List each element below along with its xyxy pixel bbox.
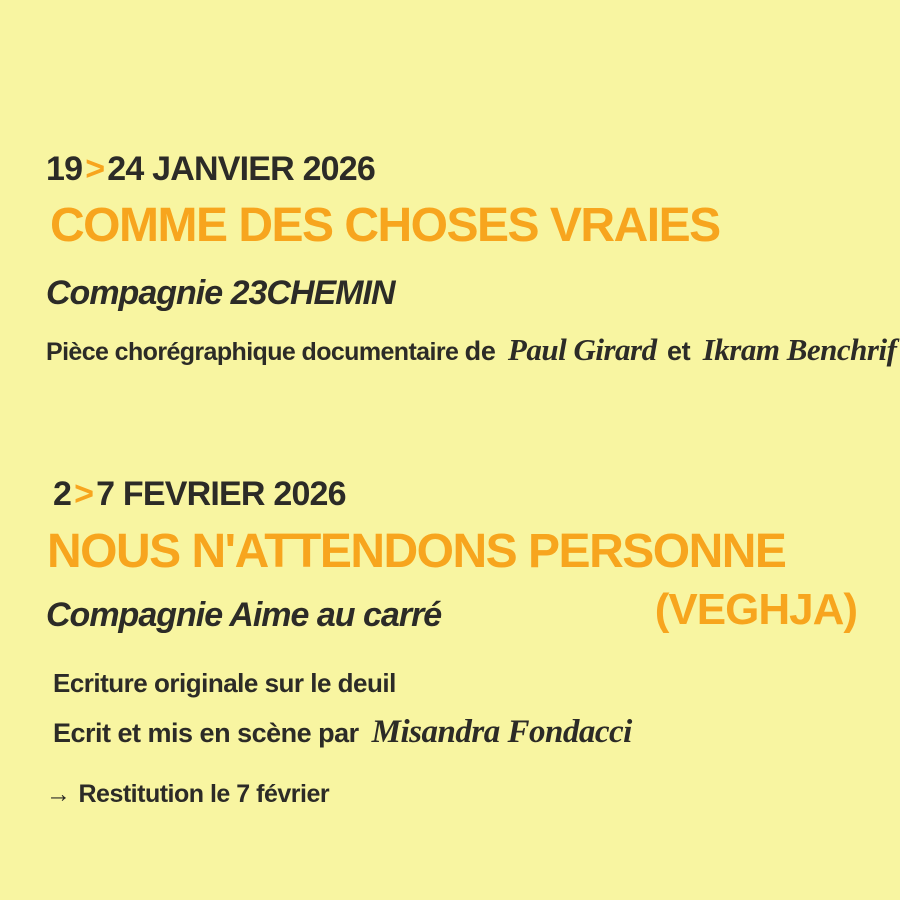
date-range-arrow-icon: >: [85, 150, 105, 188]
event2-title: NOUS N'ATTENDONS PERSONNE: [47, 525, 786, 578]
event1-title: COMME DES CHOSES VRAIES: [50, 199, 720, 252]
event2-author: Misandra Fondacci: [371, 714, 632, 750]
event2-note-text: Restitution le 7 février: [78, 780, 330, 808]
event2-credit-prefix: Ecrit et mis en scène par: [53, 718, 359, 748]
event1-date-end: 24 JANVIER 2026: [107, 150, 376, 188]
event1-connector-de: de: [464, 336, 496, 366]
event2-restitution-note: [46, 782, 329, 807]
event2-credit-line: [53, 716, 632, 749]
event2-date-start: 2: [53, 475, 72, 513]
event2-date-range: [53, 477, 346, 511]
event2-description-line1: Ecriture originale sur le deuil: [53, 668, 396, 698]
event1-date-range: [46, 152, 375, 186]
event1-company: Compagnie 23CHEMIN: [46, 274, 395, 312]
event1-description-prefix: Pièce chorégraphique documentaire: [46, 338, 459, 366]
event1-author-2: Ikram Benchrif: [702, 332, 897, 367]
event1-author-1: Paul Girard: [507, 332, 657, 367]
right-arrow-icon: →: [46, 780, 71, 808]
event1-date-start: 19: [46, 150, 83, 188]
event1-connector-et: et: [666, 336, 691, 366]
event2-date-end: 7 FEVRIER 2026: [96, 475, 346, 513]
event1-description: [46, 334, 896, 365]
date-range-arrow-icon: >: [74, 475, 94, 513]
event2-company: Compagnie Aime au carré: [46, 596, 442, 634]
event2-subtitle: (VEGHJA): [654, 585, 857, 634]
